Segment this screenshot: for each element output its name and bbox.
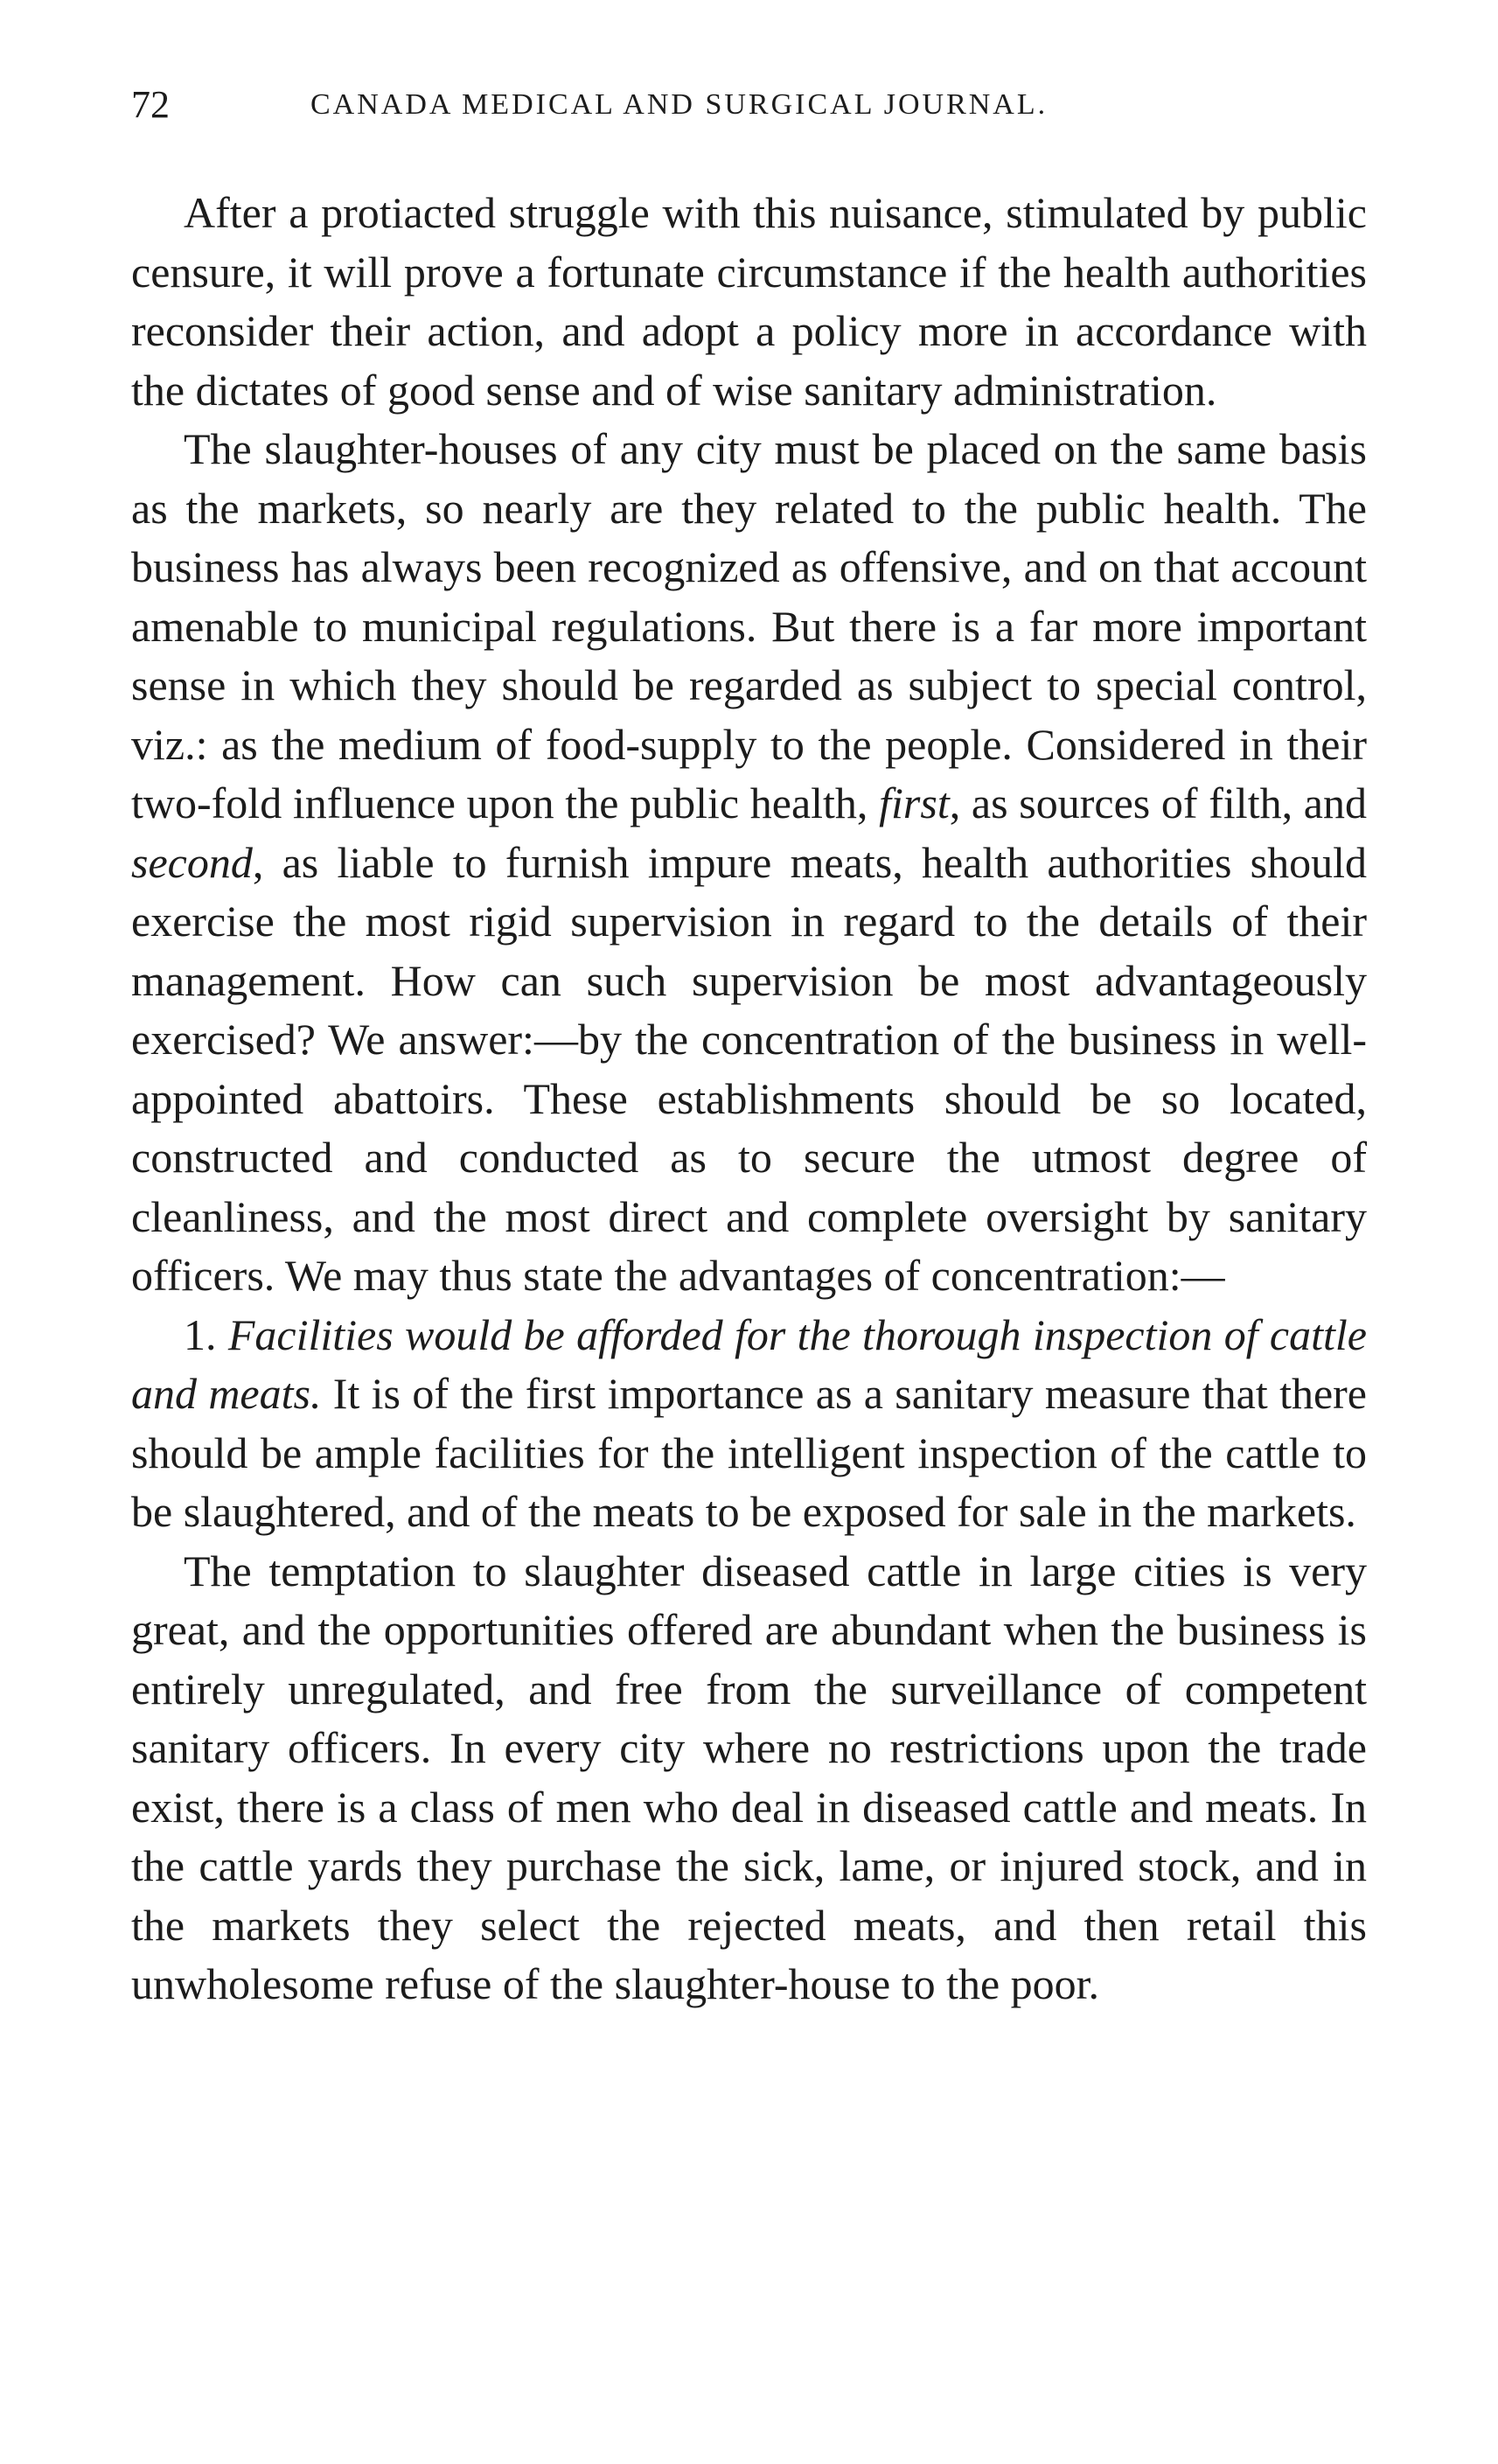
- paragraph-1: After a protiacted struggle with this nuisance, stimulated by public censure, it will prove a fortunate circumstance if the health authorities reconsider their action, and adopt a policy more in accordance with the dictates of good sense and of wise sanitary administration.: [131, 188, 1367, 415]
- paragraph-3: [131, 1306, 1367, 1542]
- paragraph-3-text: It is of the first importance as a sanitary measure that there should be ample facilities for the intelligent inspection of the cattle to be slaughtered, and of the meats to be exposed for sale in the markets.: [131, 1369, 1368, 1536]
- journal-title: CANADA MEDICAL AND SURGICAL JOURNAL.: [310, 88, 1049, 121]
- paragraph-2: [131, 420, 1367, 1306]
- paragraph-4: The temptation to slaughter diseased cattle in large cities is very great, and the opportunities offered are abundant when the business is entirely unregulated, and free from the surveillance of competent sanitary officers. In every city where no restrictions upon the trade exist, there is a class of men who deal in diseased cattle and meats. In the cattle yards they purchase the sick, lame, or injured stock, and in the markets they select the rejected meats, and then retail this unwholesome refuse of the slaughter-house to the poor.: [131, 1546, 1367, 2008]
- paragraph-2-part-3: , as liable to furnish impure meats, health authorities should exercise the most rigid supervision in regard to the details of their management. How can such supervision be most advantageously exercised? We answer:—by the concentration of the business in well-appointed abattoirs. These establishments should be so located, constructed and conducted as to secure the utmost degree of cleanliness, and the most direct and complete oversight by sanitary officers. We may thus state the advantages of concentration:—: [131, 837, 1367, 1300]
- page-number: 72: [131, 83, 170, 126]
- running-head: [131, 74, 1367, 136]
- list-number: 1.: [184, 1309, 217, 1359]
- paragraph-2-part-1: The slaughter-houses of any city must be placed on the same basis as the markets, so nearly are they related to the public health. The business has always been recognized as offensive, and on that account amenable to municipal regulations. But there is a far more important sense in which they should be regarded as subject to special control, viz.: as the medium of food-supply to the people. Considered in their two-fold influence upon the public health,: [131, 424, 1367, 827]
- section-heading: Facilities would be afforded for the thorough inspection of cattle and meats.: [131, 1309, 1367, 1418]
- paragraph-2-part-2: , as sources of filth, and: [949, 778, 1367, 827]
- emphasis-second: second: [131, 837, 253, 887]
- emphasis-first: first: [879, 778, 950, 827]
- journal-page: [131, 74, 1367, 2014]
- article-body: [131, 184, 1367, 2014]
